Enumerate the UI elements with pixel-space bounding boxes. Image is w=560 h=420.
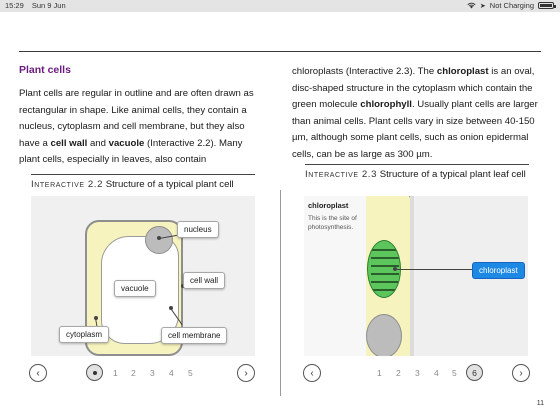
chevron-left-icon: ‹ [36,367,40,379]
callout-cell-wall[interactable]: cell wall [183,272,225,289]
battery-status-text: Not Charging [489,1,534,10]
battery-fill [540,4,552,7]
figure-label-2-2: Interactive 2.2 [31,179,104,190]
thylakoid-stripe [371,257,399,259]
callout-cytoplasm[interactable]: cytoplasm [59,326,109,343]
top-rule [19,51,541,52]
page-link-2[interactable]: 2 [396,368,401,378]
figure-rule-2-3 [305,164,529,165]
column-divider [280,190,281,396]
callout-cell-membrane[interactable]: cell membrane [161,327,227,344]
chevron-right-icon: › [244,367,248,379]
nucleus-shape[interactable] [145,226,173,254]
status-date: Sun 9 Jun [31,1,66,10]
right-column [292,64,544,163]
info-title: chloroplast [308,201,349,210]
page-number: 11 [536,400,544,407]
page-link-2[interactable]: 2 [131,368,136,378]
wifi-icon [467,2,476,9]
status-bar [0,0,560,12]
status-time: 15:29 [5,1,24,10]
callout-nucleus[interactable]: nucleus [177,221,219,238]
current-page-2-2[interactable] [86,364,103,381]
chevron-left-icon: ‹ [310,367,314,379]
page-link-4[interactable]: 4 [434,368,439,378]
current-page-2-3[interactable]: 6 [466,364,483,381]
chloroplast-leader [395,269,473,270]
info-box [304,196,366,356]
figure-rule-2-2 [31,174,255,175]
figure-label-2-3: Interactive 2.3 [305,169,378,180]
prev-button-2-2[interactable] [29,364,47,382]
cell-boundary-line [410,196,414,356]
body-paragraph-left: Plant cells are regular in outline and are often drawn as rectangular in shape. Like animal cells, they contain a nucleus, cytoplasm and cell membrane, but they also have a cell wall and vacuole (Interactive 2.2). Many plant cells, especially in leaves, also contain [19,88,254,165]
page-link-3[interactable]: 3 [150,368,155,378]
thylakoid-stripe [371,273,399,275]
callout-chloroplast[interactable]: chloroplast [472,262,525,279]
figure-caption-2-3: Structure of a typical plant leaf cell [379,169,526,180]
figure-caption-2-2: Structure of a typical plant cell [105,179,234,190]
nucleus-shape-leaf[interactable] [366,314,402,356]
next-button-2-2[interactable] [237,364,255,382]
thylakoid-stripe [371,289,399,291]
location-icon: ➤ [479,2,486,10]
chevron-right-icon: › [519,367,523,379]
prev-button-2-3[interactable] [303,364,321,382]
info-text: This is the site of photosynthesis. [308,215,357,231]
next-button-2-3[interactable] [512,364,530,382]
interactive-2-3-panel[interactable] [304,196,528,356]
page-link-1[interactable]: 1 [377,368,382,378]
thylakoid-stripe [371,249,399,251]
page-link-3[interactable]: 3 [415,368,420,378]
page-link-5[interactable]: 5 [452,368,457,378]
page-link-1[interactable]: 1 [113,368,118,378]
left-column [19,64,264,169]
page-link-4[interactable]: 4 [169,368,174,378]
interactive-2-2-panel[interactable] [31,196,255,356]
figure-title-2-2 [31,179,263,190]
body-paragraph-right: chloroplasts (Interactive 2.3). The chloroplast is an oval, disc-shaped structure in the cytoplasm which contain the green molecule chlorophyll. Usually plant cells are larger than animal cells. Plant cells vary in size between 40-150 µm, although some plant cells, such as onion epidermal cells, can be as large as 300 µm. [292,66,538,160]
page-link-5[interactable]: 5 [188,368,193,378]
section-heading: Plant cells [19,64,71,76]
figure-title-2-3 [305,169,541,180]
thylakoid-stripe [371,281,399,283]
callout-vacuole[interactable]: vacuole [114,280,156,297]
battery-icon [538,2,554,9]
current-page-dot [93,371,97,375]
